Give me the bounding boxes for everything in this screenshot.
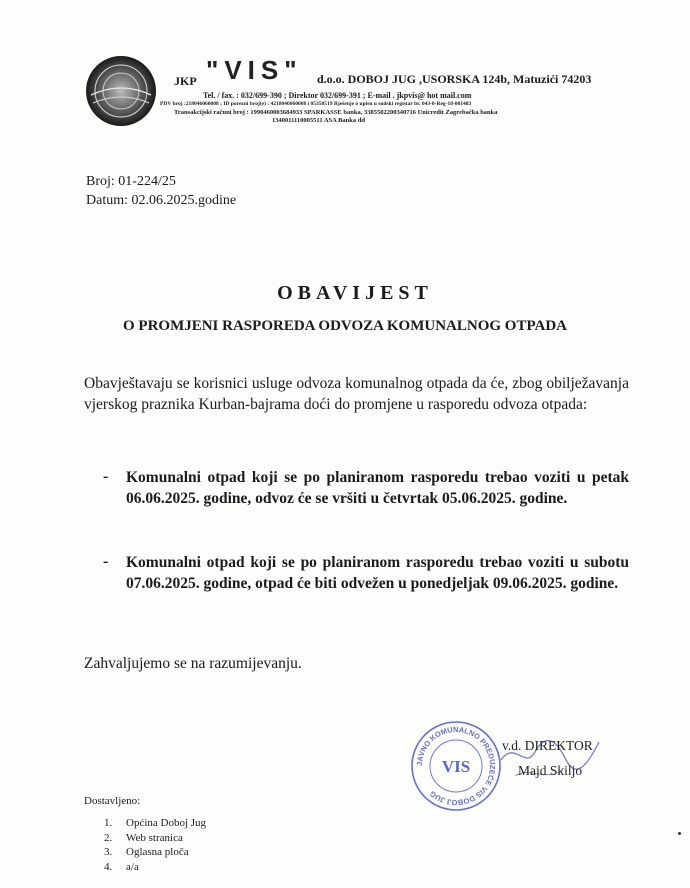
company-registration: PDV broj :218046060008 ; ID porezni broj(e) : 4218046060008 i 05350519 Rješenje o upisu u sudski registar br. 043-0-Reg-18-001483 bbox=[160, 101, 472, 107]
notice-bullet-2: Komunalni otpad koji se po planiranom rasporedu trebao voziti u subotu 07.06.2025. godine, otpad će biti odvežen u ponedjeljak 09.06.2025. godine. bbox=[126, 554, 629, 592]
distribution-label: Dostavljeno: bbox=[84, 795, 141, 807]
signatory-name: Majd Skiljo bbox=[518, 763, 583, 778]
list-item-text: a/a bbox=[126, 860, 139, 873]
notice-intro: Obavještavaju se korisnici usluge odvoza komunalnog otpada da će, zbog obilježavanja vjerskog praznika Kurban-bajrama doći do promjene u rasporedu odvoza otpada: bbox=[84, 375, 629, 413]
document-date: Datum: 02.06.2025.godine bbox=[86, 193, 237, 208]
company-accounts-line2: 1340011110005511 ASA Banka dd bbox=[272, 117, 366, 124]
company-accounts-line1: Transakcijski računi broj : 1990460003684933 SPARKASSE banka, 3385502200340716 Unicredit Zagrebačka banka bbox=[174, 109, 498, 116]
jkp-label: JKP bbox=[174, 74, 197, 88]
list-item-text: Općina Doboj Jug bbox=[126, 817, 207, 829]
thanks-text: Zahvaljujemo se na razumijevanju. bbox=[84, 655, 302, 672]
document-number: Broj: 01-224/25 bbox=[86, 174, 176, 189]
list-item bbox=[104, 831, 206, 846]
stamp-ring-text: JAVNO KOMUNALNO PREDUZEĆE VIS DOBOJ JUG bbox=[414, 724, 498, 808]
list-item-text: Oglasna ploča bbox=[126, 846, 189, 858]
notice-bullet-1: Komunalni otpad koji se po planiranom rasporedu trebao voziti u petak 06.06.2025. godine, odvoz će se vršiti u četvrtak 05.06.2025. godine. bbox=[126, 469, 629, 507]
company-name-vis: "VIS" bbox=[206, 55, 303, 85]
list-item-number: 2. bbox=[104, 831, 113, 844]
official-stamp bbox=[410, 720, 502, 812]
signatory-title: v.d. DIREKTOR bbox=[502, 738, 593, 753]
list-item-number: 4. bbox=[104, 860, 113, 873]
notice-title: OBAVIJEST bbox=[277, 282, 433, 304]
bullet-dash: - bbox=[103, 468, 109, 485]
list-item-number: 3. bbox=[104, 846, 113, 858]
list-item-number: 1. bbox=[104, 817, 113, 829]
svg-text:VIS: VIS bbox=[441, 757, 471, 776]
list-item bbox=[104, 845, 206, 860]
company-logo bbox=[85, 55, 157, 127]
distribution-list bbox=[104, 816, 206, 874]
notice-subtitle: O PROMJENI RASPOREDA ODVOZA KOMUNALNOG OTPADA bbox=[122, 318, 568, 334]
list-item bbox=[104, 860, 206, 875]
list-item-text: Web stranica bbox=[126, 831, 183, 844]
scan-speck bbox=[678, 832, 681, 835]
list-item bbox=[104, 816, 206, 831]
company-address: d.o.o. DOBOJ JUG ,USORSKA 124b, Matuzići 74203 bbox=[317, 72, 592, 86]
company-contact: Tel. / fax. : 032/699-390 ; Direktor 032/699-391 ; E-mail . jkpvis@ hot mail.com bbox=[203, 91, 472, 100]
bullet-dash: - bbox=[103, 553, 109, 570]
